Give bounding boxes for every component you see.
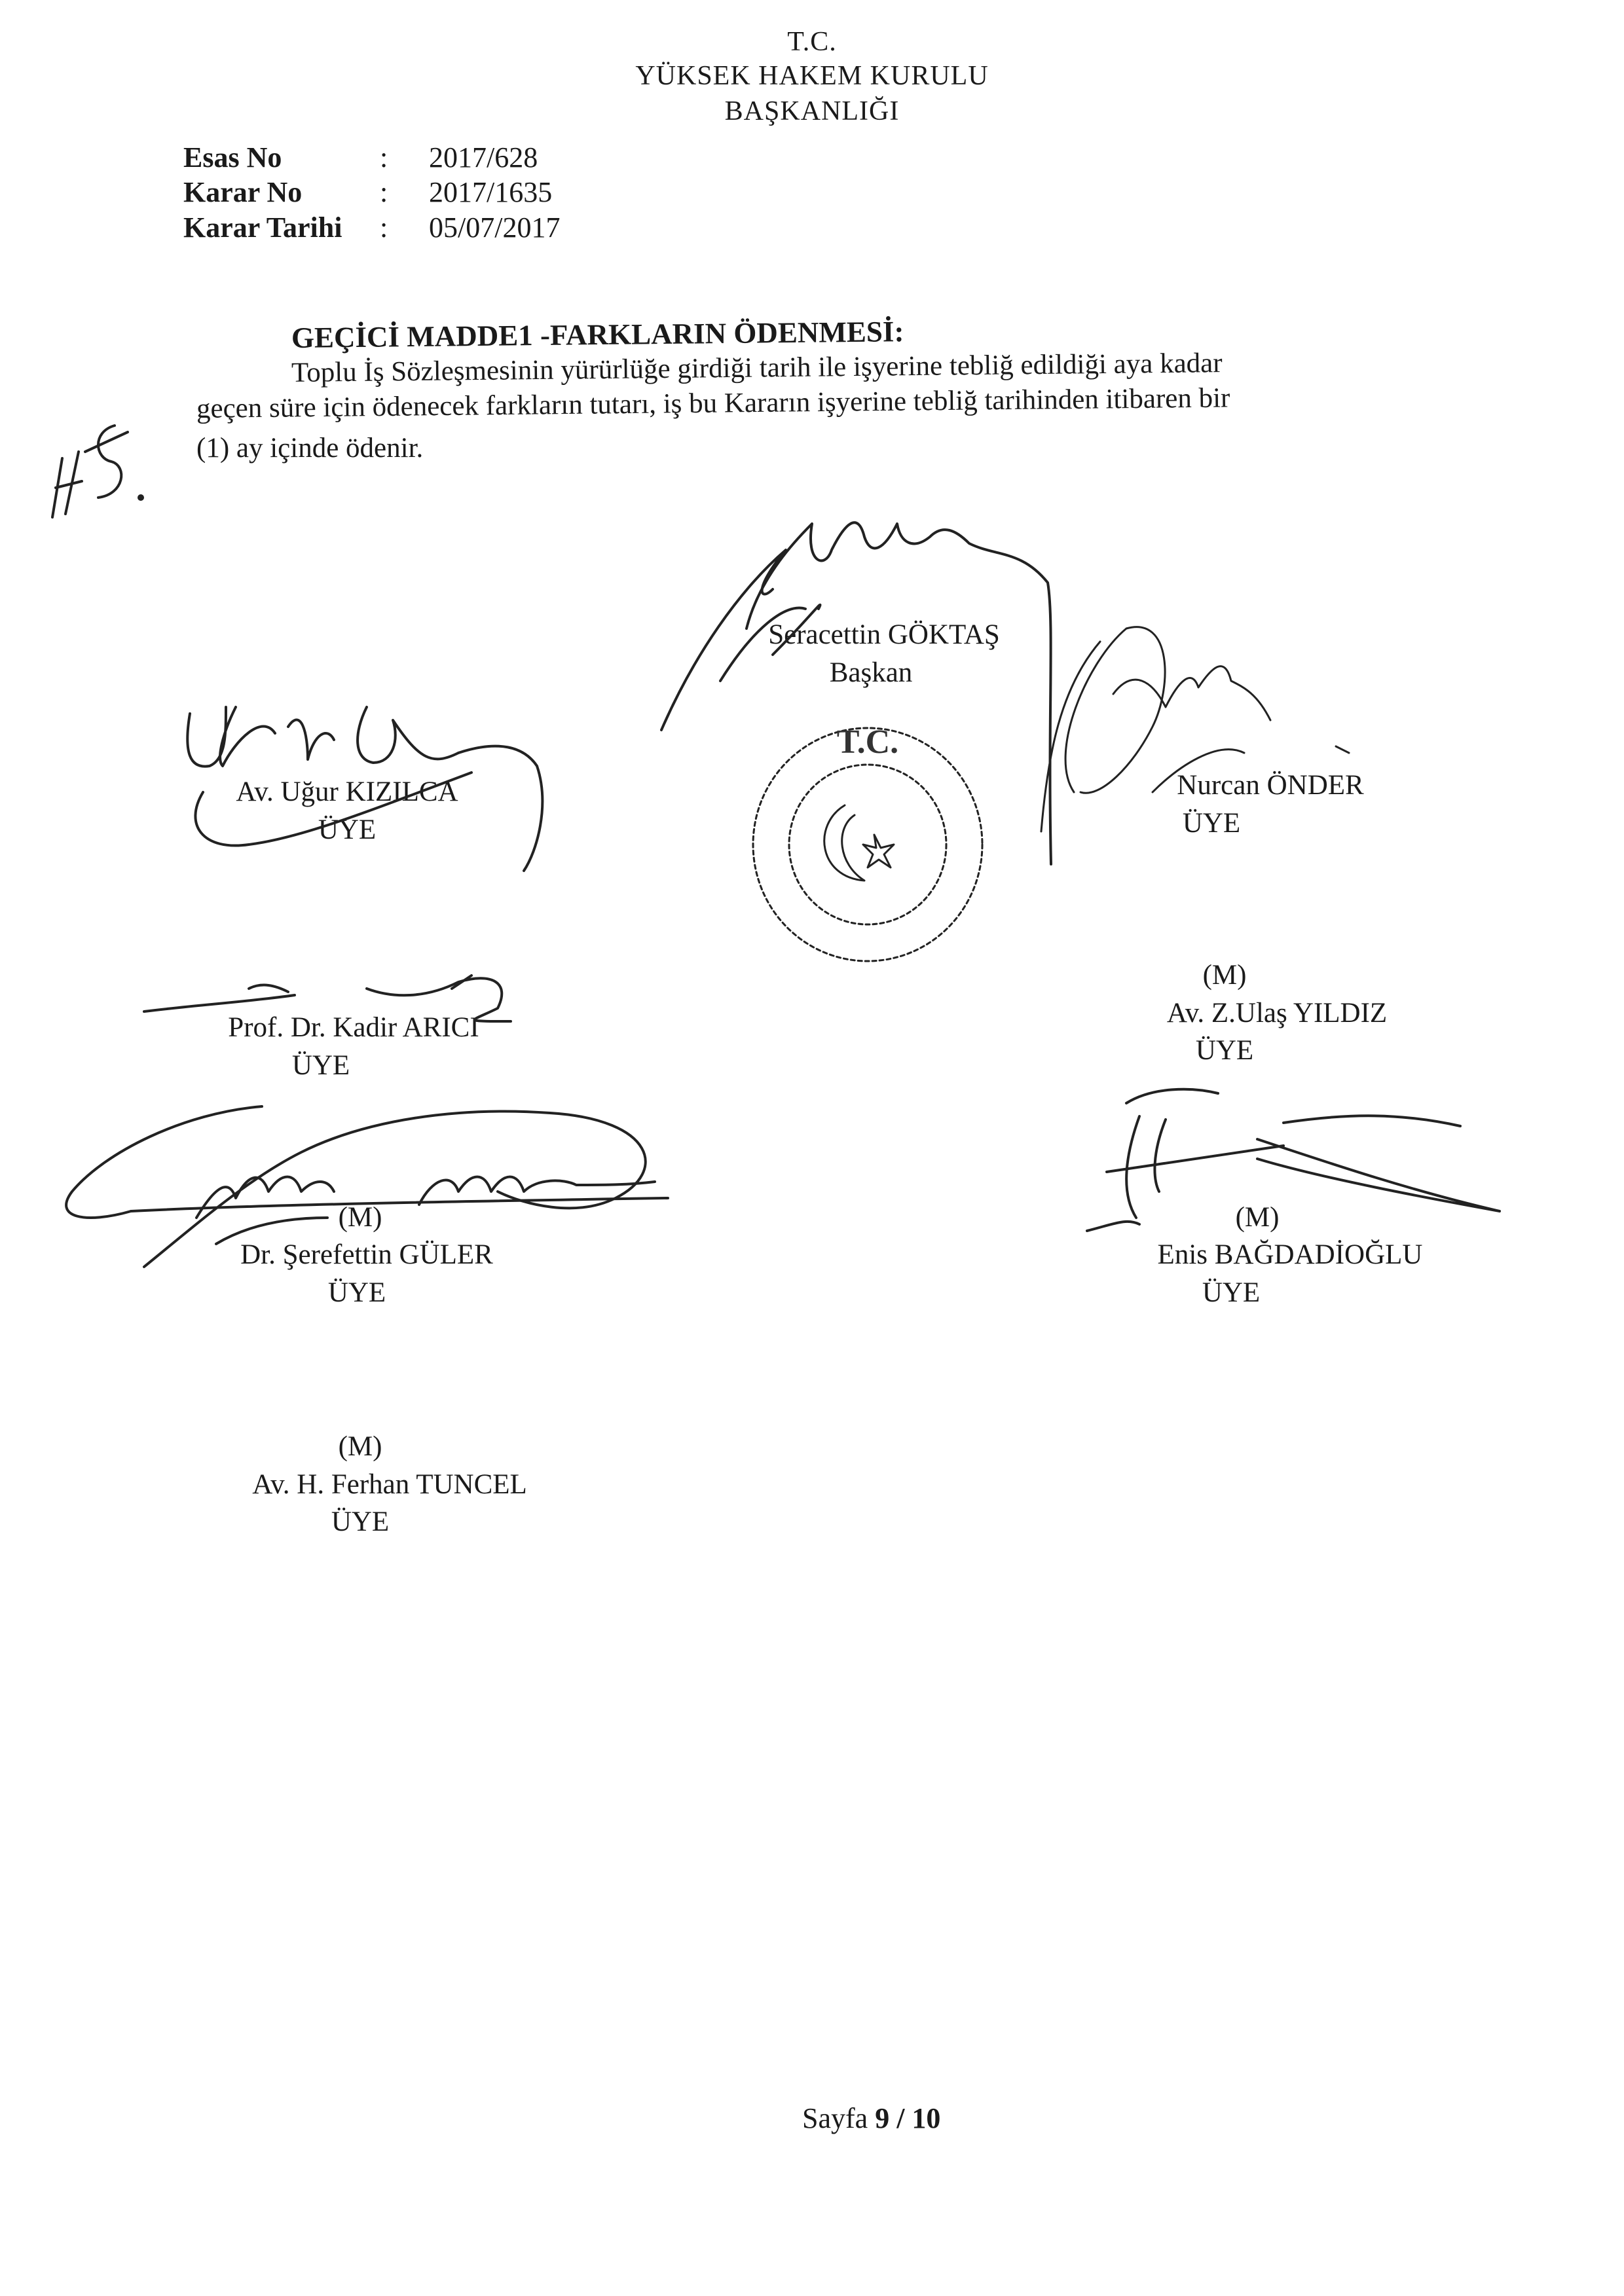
article-line-1: Toplu İş Sözleşmesinin yürürlüğe girdiği tarih ile işyerine tebliğ edildiği aya kadar <box>291 348 1223 388</box>
esas-no-sep: : <box>380 141 388 173</box>
tuncel-mark: (M) <box>338 1431 382 1462</box>
page-current: 9 <box>875 2102 890 2134</box>
esas-no-value: 2017/628 <box>429 141 538 173</box>
onder-role: ÜYE <box>1182 808 1241 839</box>
yildiz-mark: (M) <box>1202 960 1247 991</box>
arici-role: ÜYE <box>291 1050 350 1081</box>
article-heading: GEÇİCİ MADDE1 -FARKLARIN ÖDENMESİ: <box>291 315 904 354</box>
tuncel-role: ÜYE <box>331 1506 390 1537</box>
guler-mark: (M) <box>338 1202 382 1233</box>
page-separator: / <box>889 2102 912 2134</box>
karar-no-value: 2017/1635 <box>429 176 553 208</box>
arici-name: Prof. Dr. Kadir ARICI <box>228 1012 479 1043</box>
header-tc: T.C. <box>787 27 837 57</box>
president-name: Seracettin GÖKTAŞ <box>768 619 1000 650</box>
page-total: 10 <box>912 2102 941 2134</box>
karar-tarihi-value: 05/07/2017 <box>429 211 561 244</box>
header-office: BAŞKANLIĞI <box>724 96 900 126</box>
header-institution: YÜKSEK HAKEM KURULU <box>635 61 989 91</box>
guler-role: ÜYE <box>327 1277 386 1308</box>
karar-tarihi-label: Karar Tarihi <box>183 211 342 244</box>
esas-no-label: Esas No <box>183 141 282 173</box>
tuncel-name: Av. H. Ferhan TUNCEL <box>252 1469 527 1500</box>
kizilca-name: Av. Uğur KIZILCA <box>236 776 458 807</box>
president-role: Başkan <box>829 657 913 688</box>
article-line-3: (1) ay içinde ödenir. <box>196 433 424 464</box>
karar-no-sep: : <box>380 176 388 208</box>
page-prefix: Sayfa <box>802 2102 876 2134</box>
page-number <box>802 2102 940 2135</box>
karar-tarihi-sep: : <box>380 211 388 244</box>
official-seal <box>753 728 982 961</box>
yildiz-role: ÜYE <box>1195 1035 1254 1066</box>
bagdadioglu-role: ÜYE <box>1202 1277 1261 1308</box>
article-line-2: geçen süre için ödenecek farkların tutarı, iş bu Kararın işyerine tebliğ tarihinden itibaren bir <box>196 382 1230 424</box>
bagdadioglu-name: Enis BAĞDADİOĞLU <box>1157 1239 1423 1270</box>
guler-name: Dr. Şerefettin GÜLER <box>240 1239 493 1270</box>
seal-text: T.C. <box>836 723 899 761</box>
onder-name: Nurcan ÖNDER <box>1177 770 1364 801</box>
bagdadioglu-mark: (M) <box>1235 1202 1280 1233</box>
yildiz-name: Av. Z.Ulaş YILDIZ <box>1166 998 1388 1029</box>
kizilca-role: ÜYE <box>318 814 377 845</box>
karar-no-label: Karar No <box>183 176 303 208</box>
margin-initials-signature <box>39 419 151 524</box>
